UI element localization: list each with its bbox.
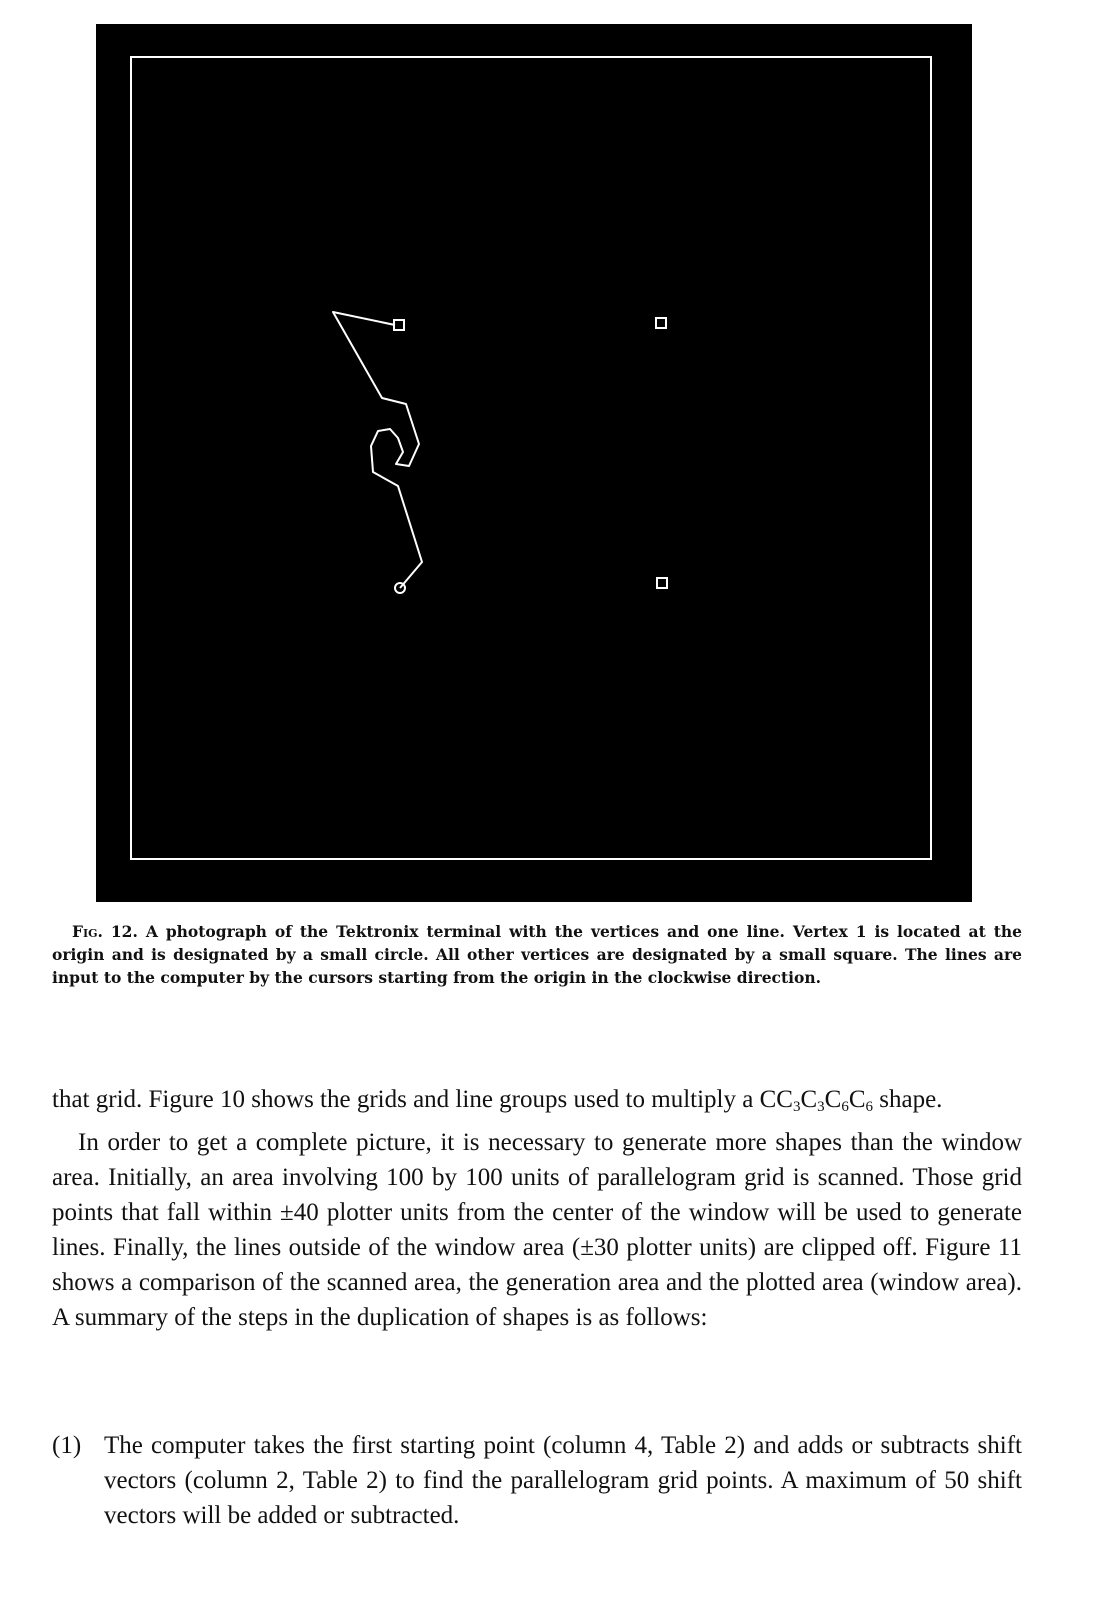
terminal-screen (96, 24, 972, 902)
formula-part: C (848, 1086, 866, 1113)
formula-subscript: 6 (841, 1099, 849, 1115)
formula-subscript: 3 (792, 1099, 801, 1115)
list-item (52, 1428, 1022, 1533)
paragraph-2: In order to get a complete picture, it is necessary to generate more shapes than the window area. Initially, an area involving 100 by 100 units of parallelogram grid is scanned. Those grid points that fall within ±40 plotter units from the center of the window will be used to generate lines. Finally, the lines outside of the window area (±30 plotter units) are clipped off. Figure 11 shows a comparison of the scanned area, the generation area and the plotted area (window area). A summary of the steps in the duplication of shapes is as follows: (52, 1129, 1022, 1331)
step-number: (1) (52, 1432, 82, 1459)
figure-caption (52, 920, 1022, 989)
formula-part: C (824, 1086, 842, 1113)
steps-list (52, 1428, 1022, 1533)
figure-caption-text: A photograph of the Tektronix terminal with the vertices and one line. Vertex 1 is located at the origin and is designated by a small circle. All other vertices are designated by a small square. The lines are input to the computer by the cursors starting from the origin in the clockwise direction. (52, 922, 1022, 987)
step-text: The computer takes the first starting point (column 4, Table 2) and adds or subtracts shift vectors (column 2, Table 2) to find the parallelogram grid points. A maximum of 50 shift vectors will be added or subtracted. (104, 1432, 1022, 1529)
formula-subscript: 3 (817, 1099, 825, 1115)
body-text (52, 1082, 1022, 1335)
formula-part: CC (759, 1086, 793, 1113)
formula-part: C (800, 1086, 818, 1113)
tektronix-photograph (96, 24, 972, 902)
paragraph-1 (52, 1082, 1022, 1125)
formula-subscript: 6 (865, 1099, 873, 1115)
paragraph-1-text: that grid. Figure 10 shows the grids and line groups used to multiply a (52, 1086, 760, 1113)
paragraph-1-end: shape. (873, 1086, 943, 1113)
shape-formula (760, 1086, 873, 1113)
screen-background (96, 24, 972, 902)
figure-label: Fig. 12. (72, 922, 138, 941)
